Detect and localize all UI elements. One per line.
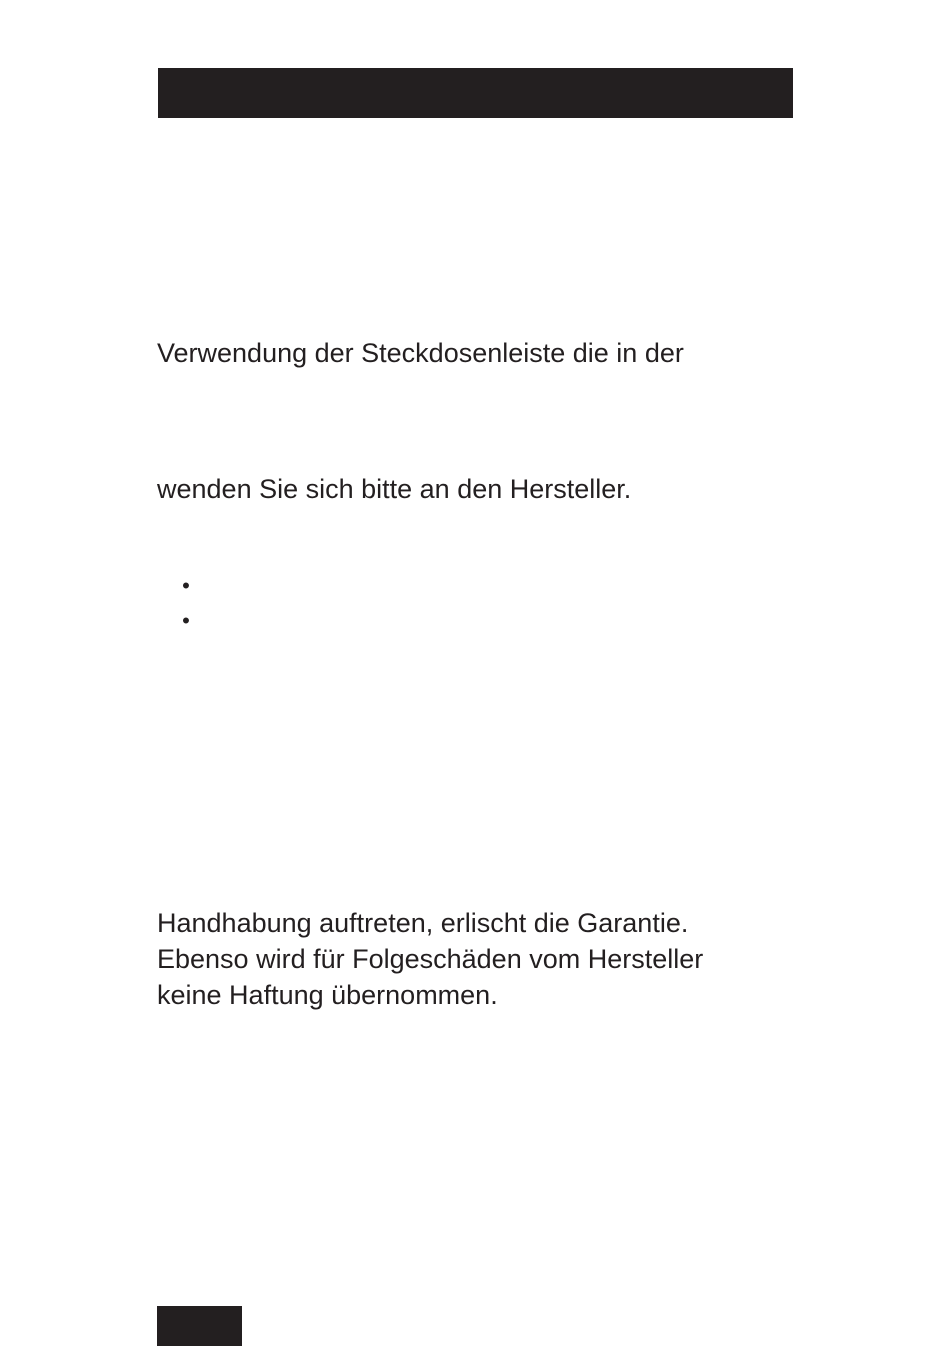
warranty-line-1: Handhabung auftreten, erlischt die Garantie. <box>157 908 689 938</box>
bullet-point-2: • <box>182 608 190 633</box>
body-text-line-1: Verwendung der Steckdosenleiste die in der <box>157 338 684 368</box>
page-number-block <box>157 1306 242 1346</box>
body-text-line-2: wenden Sie sich bitte an den Hersteller. <box>157 474 632 504</box>
bullet-point-1: • <box>182 573 190 598</box>
warranty-line-2: Ebenso wird für Folgeschäden vom Hersteller <box>157 944 704 974</box>
warranty-line-3: keine Haftung übernommen. <box>157 980 498 1010</box>
header-bar <box>158 68 793 118</box>
warranty-paragraph <box>157 905 857 1013</box>
